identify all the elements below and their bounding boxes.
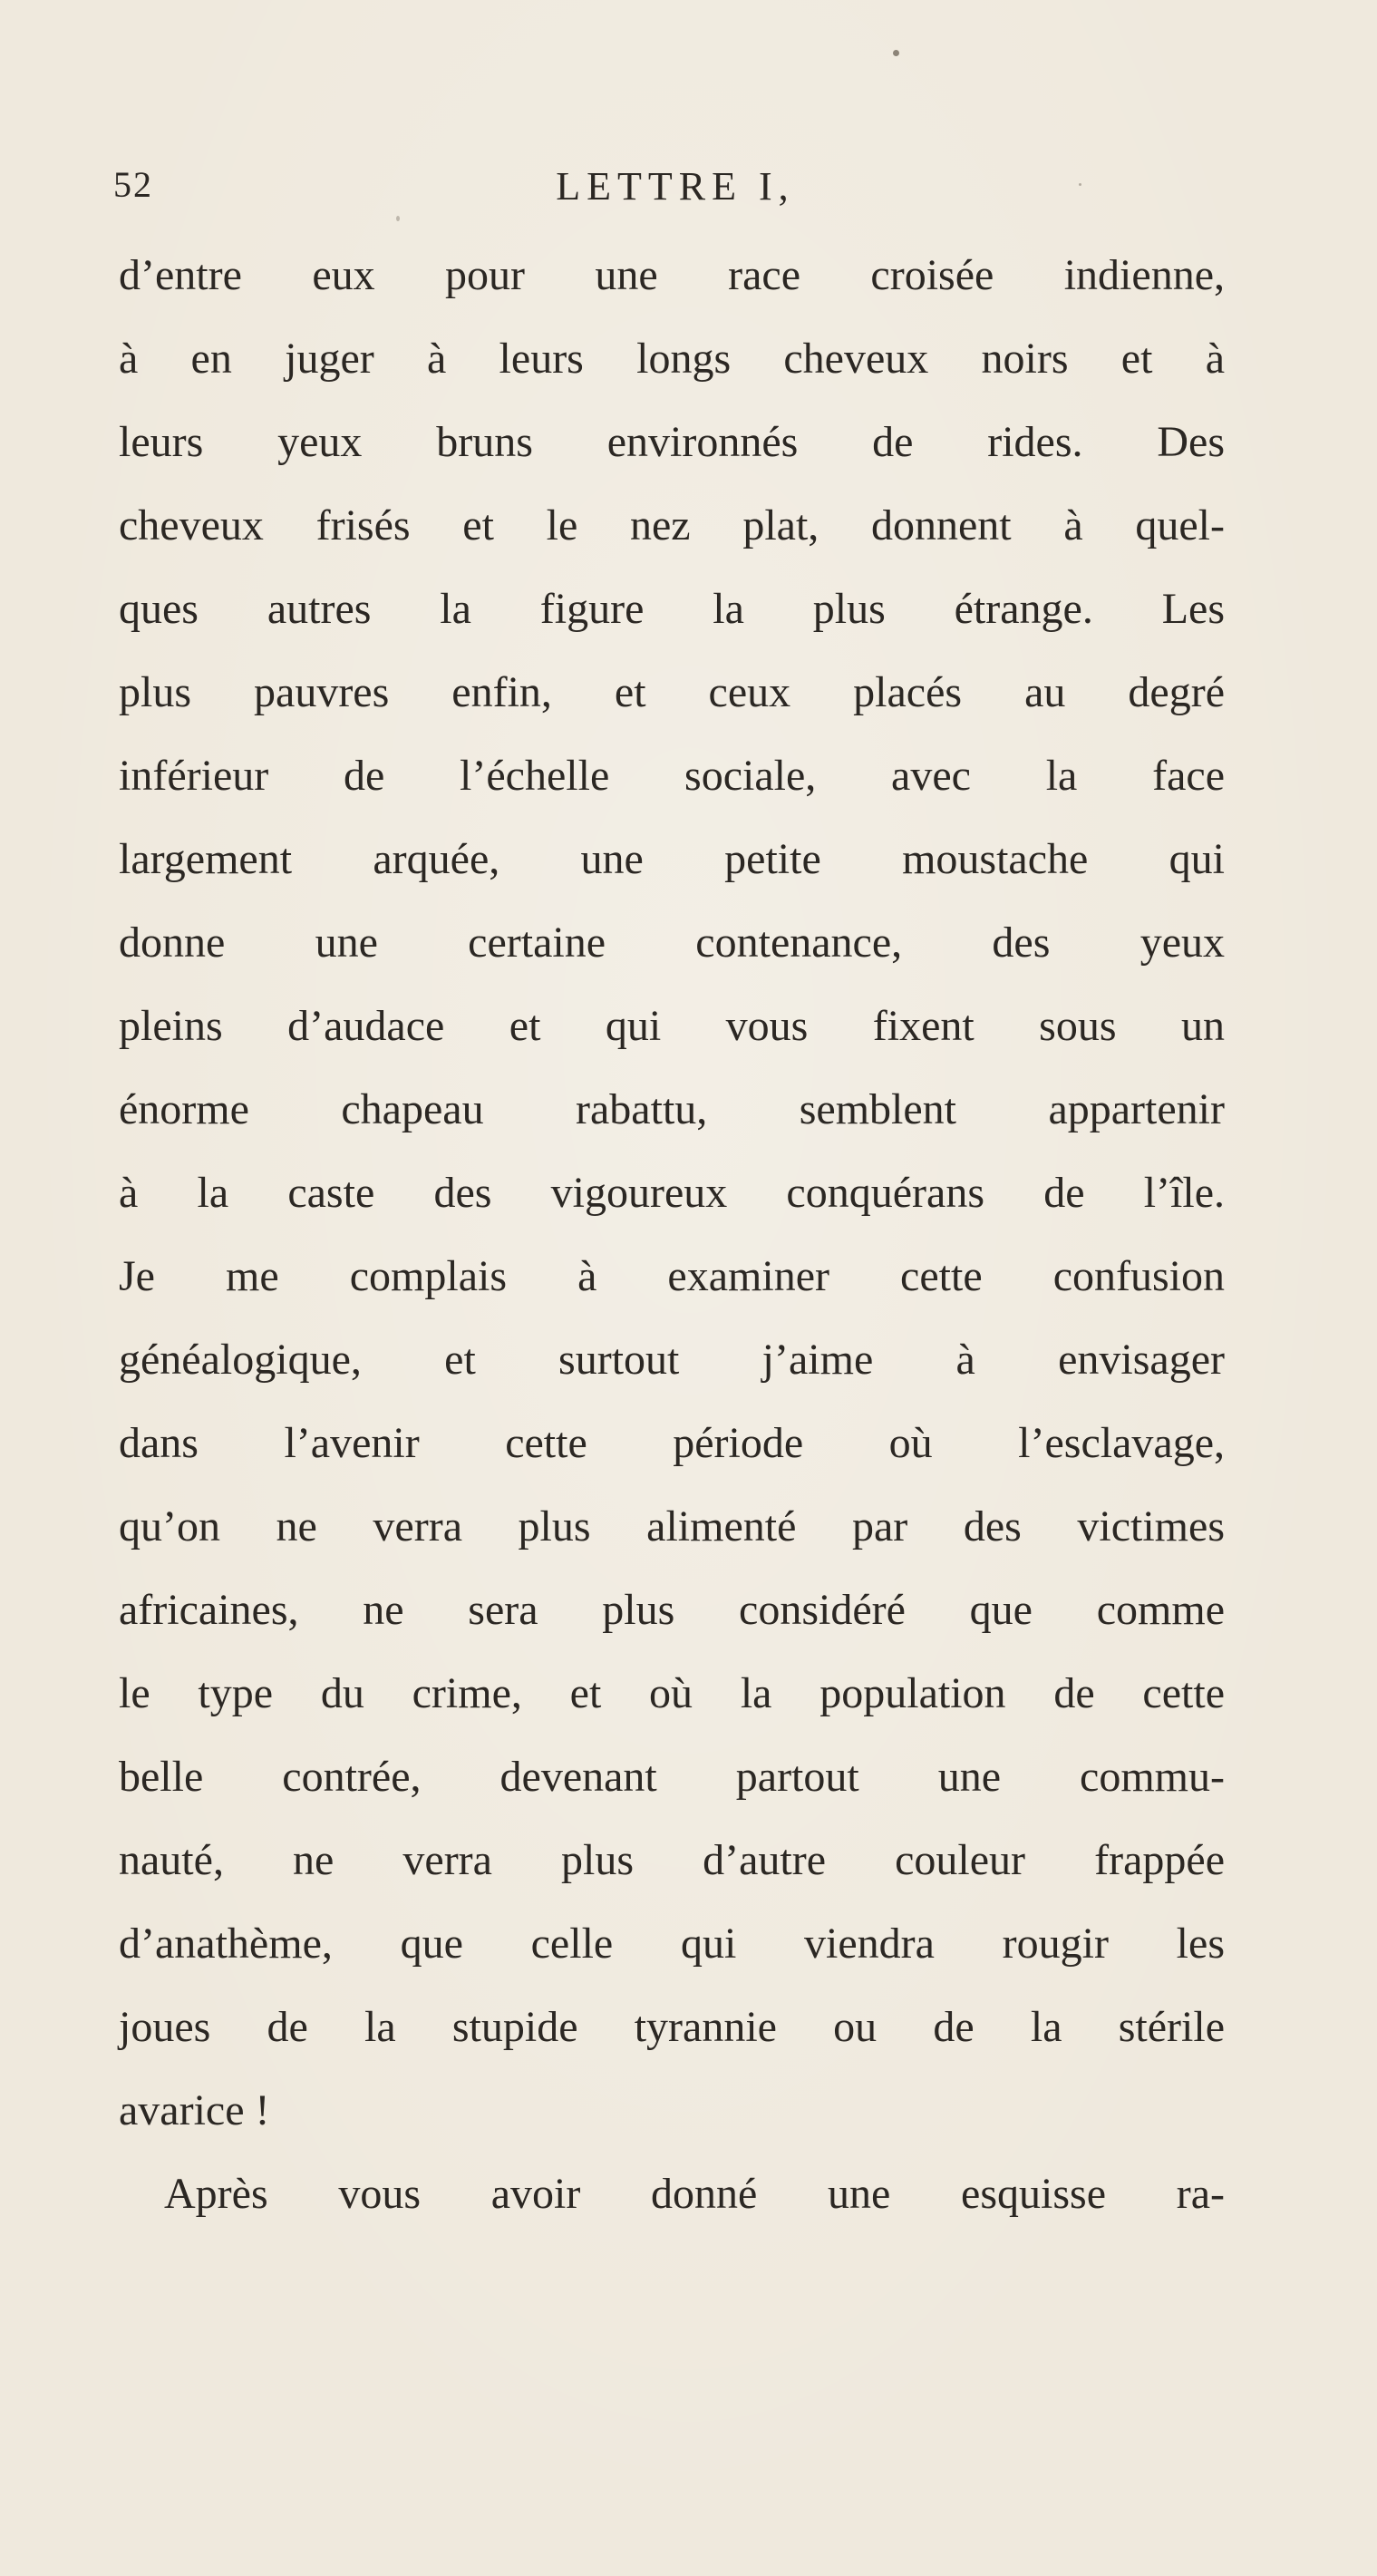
text-line: pleins d’audace et qui vous fixent sous un bbox=[119, 1002, 1225, 1050]
text-line: nauté, ne verra plus d’autre couleur frappée bbox=[119, 1836, 1225, 1884]
text-line: ques autres la figure la plus étrange. Les bbox=[119, 585, 1225, 633]
text-line: inférieur de l’échelle sociale, avec la face bbox=[119, 752, 1225, 800]
running-title: LETTRE I, bbox=[556, 164, 795, 209]
text-line: plus pauvres enfin, et ceux placés au degré bbox=[119, 668, 1225, 716]
text-line: énorme chapeau rabattu, semblent appartenir bbox=[119, 1085, 1225, 1133]
text-line: largement arquée, une petite moustache qui bbox=[119, 835, 1225, 883]
paper-speck bbox=[396, 216, 400, 221]
text-line: d’anathème, que celle qui viendra rougir les bbox=[119, 1920, 1225, 1968]
text-line: d’entre eux pour une race croisée indienne, bbox=[119, 251, 1225, 299]
text-line: à en juger à leurs longs cheveux noirs et à bbox=[119, 335, 1225, 383]
text-line: le type du crime, et où la population de cette bbox=[119, 1669, 1225, 1717]
paper-speck bbox=[893, 50, 899, 56]
text-line: africaines, ne sera plus considéré que comme bbox=[119, 1586, 1225, 1634]
text-line-paragraph-start: Après vous avoir donné une esquisse ra- bbox=[164, 2170, 1225, 2218]
text-line: à la caste des vigoureux conquérans de l’île. bbox=[119, 1169, 1225, 1217]
text-line: dans l’avenir cette période où l’esclavage, bbox=[119, 1419, 1225, 1467]
text-line: joues de la stupide tyrannie ou de la stérile bbox=[119, 2003, 1225, 2051]
text-line: qu’on ne verra plus alimenté par des victimes bbox=[119, 1502, 1225, 1550]
body-text bbox=[119, 234, 1225, 2236]
text-line-paragraph-end: avarice ! bbox=[119, 2086, 270, 2134]
running-head bbox=[113, 163, 1237, 218]
text-line: belle contrée, devenant partout une commu- bbox=[119, 1753, 1225, 1801]
page-number: 52 bbox=[113, 164, 153, 205]
text-line: Je me complais à examiner cette confusion bbox=[119, 1252, 1225, 1300]
text-line: cheveux frisés et le nez plat, donnent à quel- bbox=[119, 501, 1225, 549]
paper-speck bbox=[1079, 183, 1081, 186]
text-line: leurs yeux bruns environnés de rides. Des bbox=[119, 418, 1225, 466]
text-line: donne une certaine contenance, des yeux bbox=[119, 919, 1225, 967]
text-line: généalogique, et surtout j’aime à envisager bbox=[119, 1336, 1225, 1384]
